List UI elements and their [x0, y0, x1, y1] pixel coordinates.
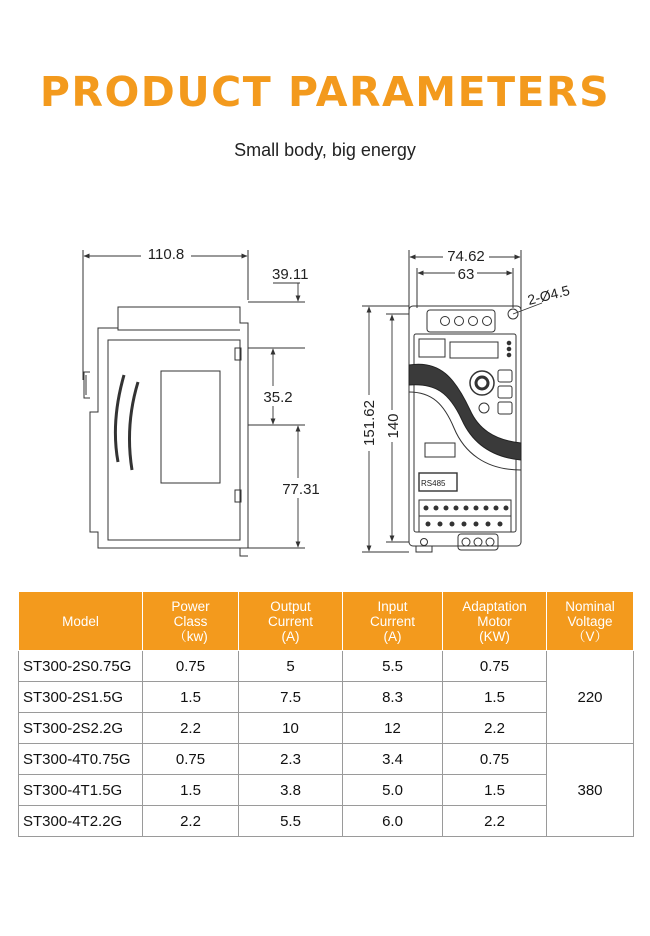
- model-cell: ST300-2S0.75G: [19, 651, 143, 682]
- voltage-cell: 380: [547, 744, 634, 837]
- voltage-cell: 220: [547, 651, 634, 744]
- mounting-hole-label: 2-Ø4.5: [525, 282, 572, 308]
- input-current-cell: 5.0: [343, 775, 443, 806]
- header-output-current: Output Current (A): [239, 592, 343, 651]
- model-cell: ST300-2S2.2G: [19, 713, 143, 744]
- model-cell: ST300-4T0.75G: [19, 744, 143, 775]
- power-class-cell: 1.5: [143, 775, 239, 806]
- table-header-row: [19, 592, 634, 651]
- power-class-cell: 2.2: [143, 806, 239, 837]
- table-row: [19, 775, 634, 806]
- adaptation-motor-cell: 0.75: [443, 744, 547, 775]
- header-power-class: Power Class （kw): [143, 592, 239, 651]
- table-row: [19, 682, 634, 713]
- parameters-table: [18, 591, 634, 837]
- input-current-cell: 5.5: [343, 651, 443, 682]
- table-row: [19, 651, 634, 682]
- page-title: PRODUCT PARAMETERS: [39, 68, 611, 116]
- front-hole-height-label: 140: [385, 413, 402, 439]
- header-nominal-voltage: Nominal Voltage （V）: [547, 592, 634, 651]
- input-current-cell: 12: [343, 713, 443, 744]
- power-class-cell: 1.5: [143, 682, 239, 713]
- header-adaptation-motor: Adaptation Motor (KW): [443, 592, 547, 651]
- header-input-current: Input Current (A): [343, 592, 443, 651]
- model-cell: ST300-2S1.5G: [19, 682, 143, 713]
- model-cell: ST300-4T1.5G: [19, 775, 143, 806]
- output-current-cell: 5.5: [239, 806, 343, 837]
- header-model: Model: [19, 592, 143, 651]
- front-hole-spacing-label: 63: [457, 266, 475, 283]
- side-top-dimension-label: 39.11: [272, 266, 309, 283]
- side-width-label: 110.8: [147, 246, 185, 263]
- side-bottom-dimension-label: 77.31: [282, 481, 320, 498]
- adaptation-motor-cell: 0.75: [443, 651, 547, 682]
- input-current-cell: 3.4: [343, 744, 443, 775]
- output-current-cell: 3.8: [239, 775, 343, 806]
- output-current-cell: 7.5: [239, 682, 343, 713]
- side-middle-dimension-label: 35.2: [263, 389, 293, 406]
- page-subtitle: Small body, big energy: [234, 140, 416, 160]
- input-current-cell: 8.3: [343, 682, 443, 713]
- power-class-cell: 0.75: [143, 651, 239, 682]
- adaptation-motor-cell: 2.2: [443, 713, 547, 744]
- output-current-cell: 5: [239, 651, 343, 682]
- model-cell: ST300-4T2.2G: [19, 806, 143, 837]
- front-overall-width-label: 74.62: [447, 248, 485, 265]
- table-row: [19, 806, 634, 837]
- adaptation-motor-cell: 1.5: [443, 775, 547, 806]
- front-overall-height-label: 151.62: [361, 400, 378, 446]
- input-current-cell: 6.0: [343, 806, 443, 837]
- output-current-cell: 2.3: [239, 744, 343, 775]
- adaptation-motor-cell: 1.5: [443, 682, 547, 713]
- adaptation-motor-cell: 2.2: [443, 806, 547, 837]
- power-class-cell: 2.2: [143, 713, 239, 744]
- rs485-port-label: RS485: [421, 479, 446, 488]
- table-row: [19, 713, 634, 744]
- power-class-cell: 0.75: [143, 744, 239, 775]
- table-row: [19, 744, 634, 775]
- output-current-cell: 10: [239, 713, 343, 744]
- front-view-drawing: [362, 250, 521, 552]
